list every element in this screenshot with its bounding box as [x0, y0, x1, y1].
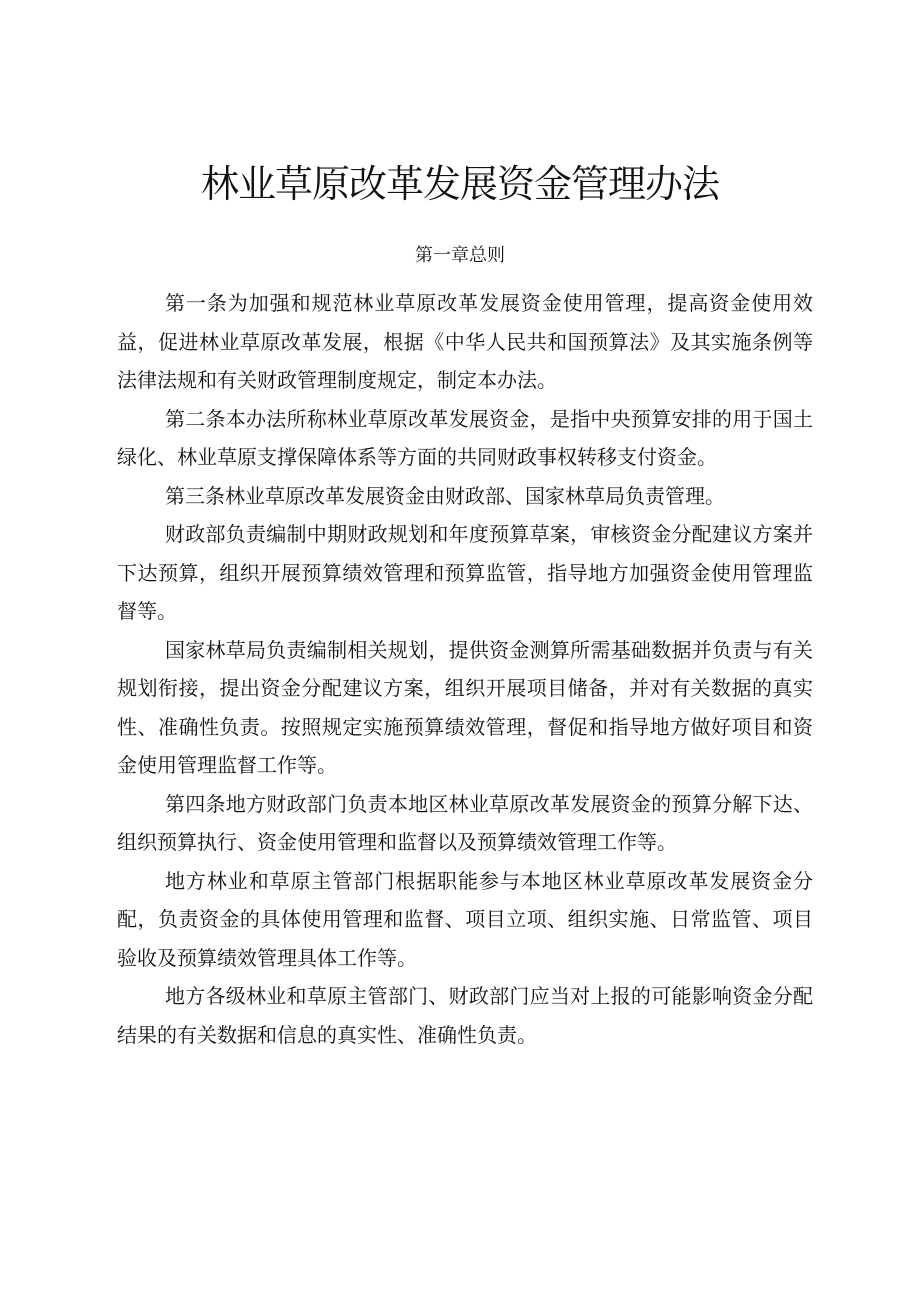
chapter-heading: 第一章总则: [415, 245, 505, 266]
document-body: [117, 284, 813, 1054]
paragraph-finance-ministry-duties: 财政部负责编制中期财政规划和年度预算草案，审核资金分配建议方案并下达预算，组织开展预算绩效管理和预算监管，指导地方加强资金使用管理监督等。: [117, 522, 813, 623]
paragraph-article-1: 第一条为加强和规范林业草原改革发展资金使用管理，提高资金使用效益，促进林业草原改革发展，根据《中华人民共和国预算法》及其实施条例等法律法规和有关财政管理制度规定，制定本办法。: [117, 291, 813, 392]
paragraph-article-2: 第二条本办法所称林业草原改革发展资金，是指中央预算安排的用于国土绿化、林业草原支撑保障体系等方面的共同财政事权转移支付资金。: [117, 406, 813, 469]
paragraph-article-4: 第四条地方财政部门负责本地区林业草原改革发展资金的预算分解下达、组织预算执行、资金使用管理和监督以及预算绩效管理工作等。: [117, 791, 813, 854]
document-title: 林业草原改革发展资金管理办法: [200, 162, 719, 206]
paragraph-local-forestry-duties: 地方林业和草原主管部门根据职能参与本地区林业草原改革发展资金分配，负责资金的具体使用管理和监督、项目立项、组织实施、日常监管、项目验收及预算绩效管理具体工作等。: [117, 868, 813, 970]
paragraph-article-3: 第三条林业草原改革发展资金由财政部、国家林草局负责管理。: [165, 483, 725, 508]
paragraph-forestry-bureau-duties: 国家林草局负责编制相关规划，提供资金测算所需基础数据并负责与有关规划衔接，提出资金分配建议方案，组织开展项目储备，并对有关数据的真实性、准确性负责。按照规定实施预算绩效管理，督促和指导地方做好项目和资金使用管理监督工作等。: [117, 637, 813, 777]
paragraph-data-responsibility: 地方各级林业和草原主管部门、财政部门应当对上报的可能影响资金分配结果的有关数据和信息的真实性、准确性负责。: [117, 984, 813, 1047]
